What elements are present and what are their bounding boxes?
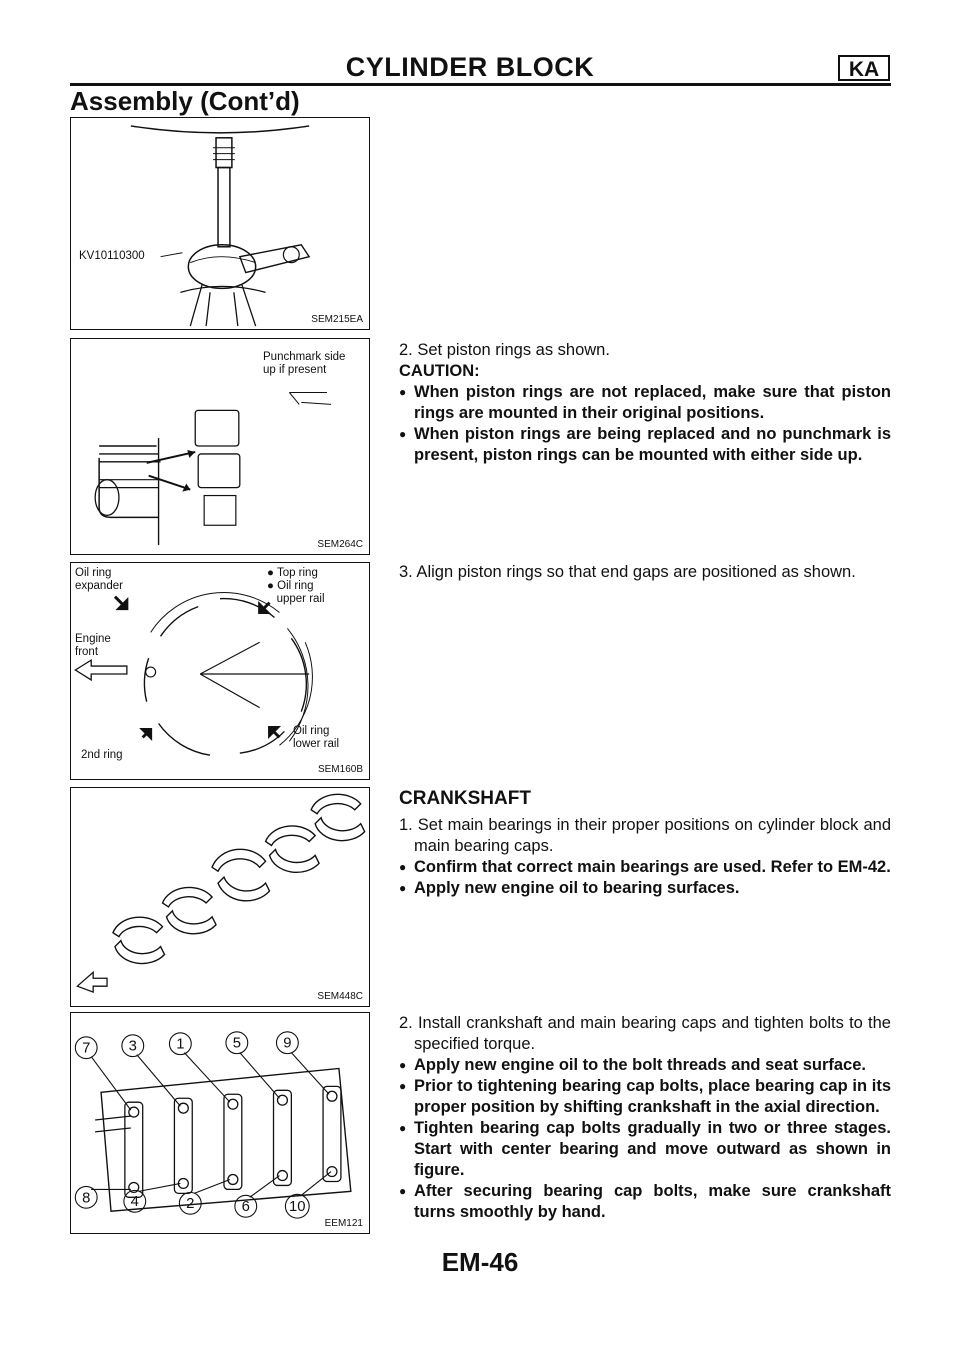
bolt-number-2: 2 (186, 1196, 195, 1213)
label-line: Oil ring (293, 725, 330, 737)
figure-main-bearings (70, 787, 370, 1007)
label-line: expander (75, 580, 123, 592)
step-text: 3. Align piston rings so that end gaps are positioned as shown. (399, 563, 856, 581)
section-subtitle: Assembly (Cont’d) (70, 86, 300, 116)
figure-code: SEM264C (317, 539, 363, 550)
bullet-item: ● After securing bearing cap bolts, make sure crankshaft turns smoothly by hand. (399, 1181, 891, 1223)
section-piston-rings (399, 340, 891, 466)
piston-press-illustration (71, 118, 369, 329)
oil-ring-expander-label (75, 567, 123, 593)
section-title: CYLINDER BLOCK (345, 52, 595, 82)
label-line: front (75, 646, 99, 658)
main-bearings-illustration (71, 788, 369, 1006)
figure-code: EEM121 (324, 1218, 363, 1229)
engine-badge: KA (838, 55, 890, 81)
bolt-number-9: 9 (283, 1035, 292, 1052)
punchmark-label-line1: Punchmark side (263, 351, 346, 363)
oil-ring-lower-label (293, 725, 339, 751)
bolt-sequence-illustration (71, 1013, 369, 1233)
bolt-number-10: 10 (289, 1199, 306, 1216)
figure-piston-rings (70, 338, 370, 555)
page-number: EM-46 (441, 1247, 519, 1277)
bullet-item: ● When piston rings are being replaced and no punchmark is present, piston rings can be mounted with either side up. (399, 424, 891, 466)
step-text: 2. Set piston rings as shown. (399, 341, 610, 359)
figure-code: SEM160B (317, 764, 363, 775)
label-line: Engine (75, 633, 111, 645)
caution-label: CAUTION: (399, 362, 480, 380)
bullet-item: ● Confirm that correct main bearings are used. Refer to EM-42. (399, 857, 891, 878)
bullet-item: ● Apply new engine oil to bearing surfaces. (399, 878, 891, 899)
bolt-number-1: 1 (176, 1036, 185, 1053)
bolt-number-4: 4 (130, 1194, 139, 1211)
section-install-crankshaft (399, 1013, 891, 1223)
step-text: 2. Install crankshaft and main bearing caps and tighten bolts to the specified torque. (399, 1014, 891, 1053)
punchmark-label (263, 351, 345, 377)
bullet-item: ● Tighten bearing cap bolts gradually in two or three stages. Start with center bearing and move outward as shown in figure. (399, 1118, 891, 1181)
label-line: Oil ring (75, 567, 112, 579)
figure-code: SEM215EA (311, 314, 363, 325)
figure-bolt-sequence (70, 1012, 370, 1234)
bullet-item: ● Prior to tightening bearing cap bolts, place bearing cap in its proper position by shifting crankshaft in the axial direction. (399, 1076, 891, 1118)
engine-front-label (75, 633, 111, 659)
bullet-item: ● Apply new engine oil to the bolt threads and seat surface. (399, 1055, 891, 1076)
bullet-item: ● When piston rings are not replaced, make sure that piston rings are mounted in their original positions. (399, 382, 891, 424)
second-ring-label: 2nd ring (81, 749, 123, 761)
bolt-number-5: 5 (232, 1035, 241, 1052)
section-ring-gaps (399, 562, 891, 583)
label-line: upper rail (276, 593, 325, 605)
tool-label: KV10110300 (79, 250, 145, 262)
bolt-number-3: 3 (128, 1038, 137, 1055)
bolt-number-7: 7 (82, 1040, 91, 1057)
label-line: lower rail (293, 738, 340, 750)
section-crankshaft (399, 788, 891, 899)
punchmark-label-line2: up if present (263, 364, 327, 376)
section-heading: CRANKSHAFT (399, 788, 531, 809)
figure-ring-end-gaps (70, 562, 370, 780)
figure-piston-press (70, 117, 370, 330)
label-line: Oil ring (277, 580, 314, 592)
label-line: Top ring (276, 567, 318, 579)
step-text: 1. Set main bearings in their proper positions on cylinder block and main bearing caps. (399, 816, 891, 855)
bolt-number-8: 8 (82, 1190, 91, 1207)
bolt-number-6: 6 (241, 1199, 250, 1216)
top-ring-label: ● Top ring ● Oil ring upper rail (267, 567, 325, 605)
figure-code: SEM448C (317, 991, 363, 1002)
